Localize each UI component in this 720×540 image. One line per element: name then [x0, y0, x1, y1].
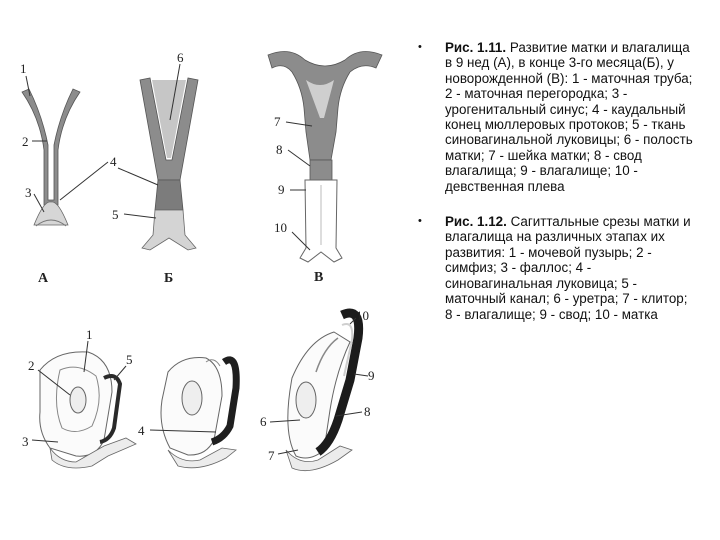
fig-1-11-num-1: 1 [20, 61, 27, 76]
fig-1-11-num-10: 10 [274, 220, 287, 235]
fig-1-11-num-5: 5 [112, 207, 119, 222]
fig-1-11-panel-label-a: А [38, 271, 49, 286]
caption-title: Рис. 1.11. [445, 40, 507, 55]
fig-1-12-num-3: 3 [22, 434, 29, 449]
bullet: • [418, 215, 422, 228]
caption-fig-1-11 [418, 40, 696, 194]
fig-1-11-num-3: 3 [25, 185, 32, 200]
fig-1-11-num-8: 8 [276, 142, 283, 157]
fig-1-12-num-8: 8 [364, 404, 371, 419]
fig-1-11-num-4: 4 [110, 154, 117, 169]
fig-1-11-num-2: 2 [22, 134, 29, 149]
caption-text: Развитие матки и влагалища в 9 нед (А), в конце 3-го месяца(Б), у новорожденной (В): 1 - маточная труба; 2 - маточная перегородка; 3 - урогенитальный синус; 4 - каудальный конец мюллеровых протоков; 5 - ткань синовагинальной луковицы; 6 - полость матки; 7 - шейка матки; 8 - свод влагалища; 9 - влагалище; 10 - девственная плева [445, 40, 693, 194]
fig-1-12-num-2: 2 [28, 358, 35, 373]
fig-1-12-num-9: 9 [368, 368, 375, 383]
fig-1-12-num-10: 10 [356, 308, 369, 323]
fig-1-11-panel-label-b: Б [164, 271, 174, 286]
caption-fig-1-12 [418, 214, 696, 322]
fig-1-11-panel-a [22, 89, 80, 226]
caption-text: Сагиттальные срезы матки и влагалища на различных этапах их развития: 1 - мочевой пузырь; 2 - симфиз; 3 - фаллос; 4 - синовагинальная луковица; 5 - маточный канал; 6 - уретра; 7 - клитор; 8 - влагалище; 9 - свод; 10 - матка [445, 214, 691, 322]
fig-1-11-panel-label-v: В [314, 270, 324, 285]
fig-1-12-num-6: 6 [260, 414, 267, 429]
bullet: • [418, 41, 422, 53]
caption-title: Рис. 1.12. [445, 214, 507, 230]
fig-1-12-section-1 [40, 352, 136, 468]
fig-1-11-num-9: 9 [278, 182, 285, 197]
fig-1-12-section-2 [161, 358, 236, 468]
fig-1-12-section-3 [286, 313, 359, 471]
fig-1-12-num-4: 4 [138, 423, 145, 438]
fig-1-11-panel-b [140, 78, 198, 250]
fig-1-12-num-5: 5 [126, 352, 133, 367]
captions-list [418, 40, 696, 322]
fig-1-11-num-6: 6 [177, 50, 184, 65]
fig-1-12-num-1: 1 [86, 327, 93, 342]
fig-1-12-num-7: 7 [268, 448, 275, 463]
fig-1-11-num-7: 7 [274, 114, 281, 129]
